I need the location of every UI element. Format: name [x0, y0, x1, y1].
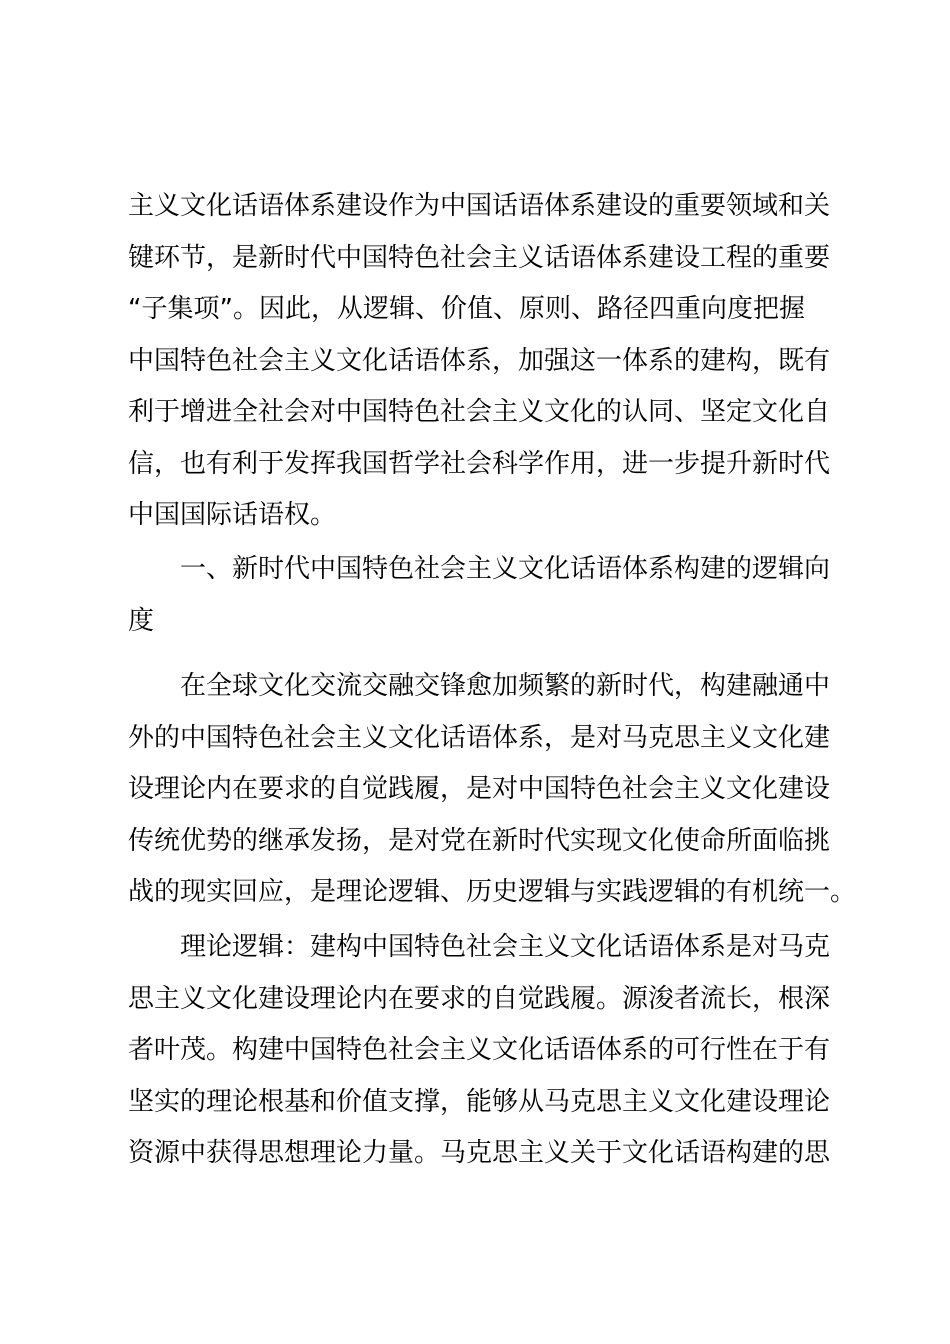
text-line: 主义文化话语体系建设作为中国话语体系建设的重要领域和关 — [128, 191, 831, 221]
heading-line: 一、新时代中国特色社会主义文化话语体系构建的逻辑向 — [180, 554, 831, 584]
text-line: 思主义文化建设理论内在要求的自觉践履。源浚者流长，根深 — [128, 983, 831, 1014]
text-line: 理论逻辑：建构中国特色社会主义文化话语体系是对马克 — [180, 932, 831, 962]
intro-paragraph — [128, 181, 832, 542]
body-paragraph — [128, 922, 832, 1180]
text-line: 坚实的理论根基和价值支撑，能够从马克思主义文化建设理论 — [128, 1086, 831, 1117]
text-line: 设理论内在要求的自觉践履，是对中国特色社会主义文化建设 — [128, 774, 831, 804]
text-line: 外的中国特色社会主义文化话语体系，是对马克思主义文化建 — [128, 722, 831, 753]
text-line: 资源中获得思想理论力量。马克思主义关于文化话语构建的思 — [128, 1138, 831, 1168]
body-paragraph — [128, 661, 857, 919]
text-line: 信，也有利于发挥我国哲学社会科学作用，进一步提升新时代 — [128, 448, 831, 479]
text-line: 利于增进全社会对中国特色社会主义文化的认同、坚定文化自 — [128, 397, 831, 427]
text-line: “子集项”。因此，从逻辑、价值、原则、路径四重向度把握 — [128, 294, 805, 324]
text-line: 在全球文化交流交融交锋愈加频繁的新时代，构建融通中 — [180, 671, 831, 701]
text-line: 传统优势的继承发扬，是对党在新时代实现文化使命所面临挑 — [128, 825, 831, 856]
heading-line: 度 — [128, 605, 155, 636]
section-heading — [128, 544, 832, 647]
text-line: 键环节，是新时代中国特色社会主义话语体系建设工程的重要 — [128, 242, 831, 273]
text-line: 者叶茂。构建中国特色社会主义文化话语体系的可行性在于有 — [128, 1035, 831, 1065]
text-line: 中国国际话语权。 — [128, 500, 337, 530]
text-line: 战的现实回应，是理论逻辑、历史逻辑与实践逻辑的有机统一。 — [128, 877, 857, 907]
text-line: 中国特色社会主义文化话语体系，加强这一体系的建构，既有 — [128, 345, 831, 376]
